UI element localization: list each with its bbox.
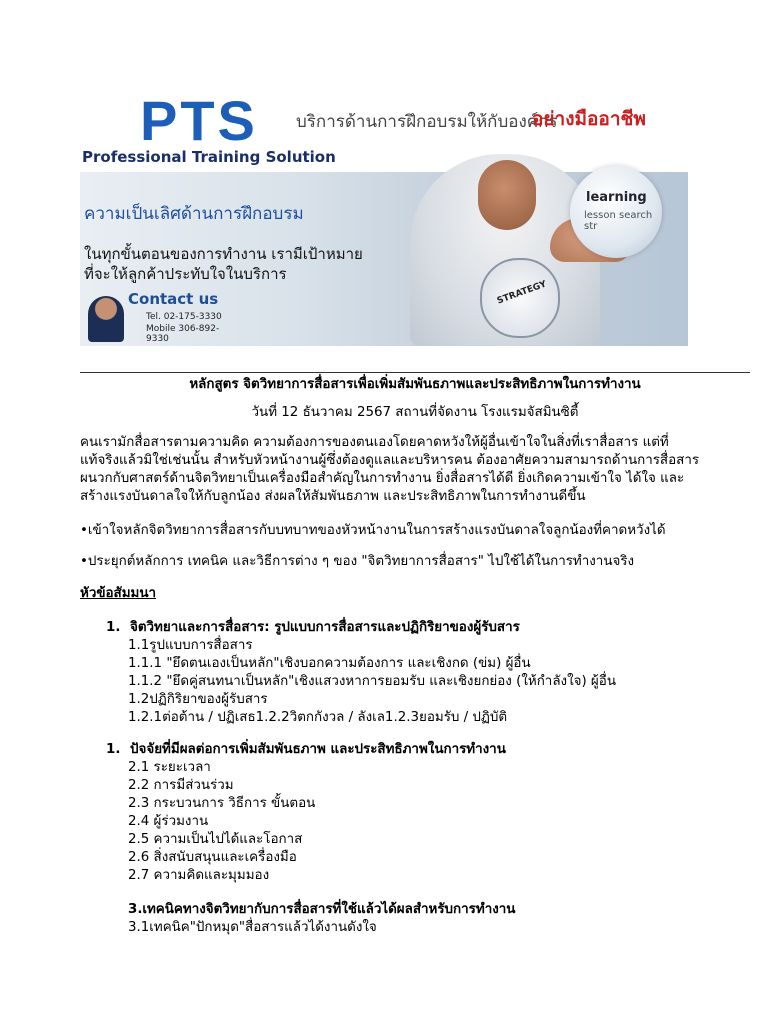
excellence-line-2: ที่จะให้ลูกค้าประทับใจในบริการ	[84, 265, 287, 283]
banner-tagline-highlight: อย่างมืออาชีพ	[532, 108, 646, 130]
topic-number: 1.	[106, 742, 121, 757]
list-item: 2.7 ความคิดและมุมมอง	[128, 868, 270, 883]
section-heading: หัวข้อสัมมนา	[80, 586, 157, 601]
intro-line: สร้างแรงบันดาลใจให้กับลูกน้อง ส่งผลให้สัมพันธภาพ และประสิทธิภาพในการทำงานดีขึ้น	[80, 489, 586, 504]
intro-line: แท้จริงแล้วมิใช่เช่นนั้น สำหรับหัวหน้างานผู้ซึ่งต้องดูแลและบริหารคน ต้องอาศัยความสามารถด้านการสื่อสาร	[80, 453, 700, 468]
banner-tagline: บริการด้านการฝึกอบรมให้กับองค์กร	[296, 112, 558, 132]
list-item: 2.6 สิ่งสนับสนุนและเครื่องมือ	[128, 850, 297, 865]
list-item: 1.2.1ต่อต้าน / ปฏิเสธ1.2.2วิตกกังวล / ลังเล1.2.3ยอมรับ / ปฏิบัติ	[128, 710, 508, 725]
objective-bullet-2: •ประยุกต์หลักการ เทคนิค และวิธีการต่าง ๆ ของ "จิตวิทยาการสื่อสาร" ไปใช้ได้ในการทำงานจริง	[80, 554, 635, 569]
intro-line: คนเรามักสื่อสารตามความคิด ความต้องการของตนเองโดยคาดหวังให้ผู้อื่นเข้าใจในสิ่งที่เราสื่อสาร แต่ที่	[80, 435, 669, 450]
topic-1-heading	[106, 619, 520, 637]
pts-logo: PTS	[140, 89, 258, 152]
pts-banner	[80, 82, 688, 346]
topic-number: 1.	[106, 620, 121, 635]
topic-title: จิตวิทยาและการสื่อสาร: รูปแบบการสื่อสารและปฏิกิริยาของผู้รับสาร	[130, 620, 520, 635]
list-item: 2.5 ความเป็นไปได้และโอกาส	[128, 832, 303, 847]
topic-3-heading: 3.เทคนิคทางจิตวิทยากับการสื่อสารที่ใช้แล้วได้ผลสำหรับการทำงาน	[128, 902, 516, 917]
list-item: 1.1.1 "ยึดตนเองเป็นหลัก"เชิงบอกความต้องการ และเชิงกด (ข่ม) ผู้อื่น	[128, 656, 531, 671]
horizontal-rule	[80, 372, 750, 373]
banner-subtitle: Professional Training Solution	[82, 148, 336, 166]
learning-globe-icon	[570, 166, 662, 258]
intro-line: ผนวกกับศาสตร์ด้านจิตวิทยาเป็นเครื่องมือสำคัญในการทำงาน ยิ่งสื่อสารได้ดี ยิ่งเกิดความเข้าใจ ได้ใจ และ	[80, 471, 685, 486]
contact-box	[80, 288, 230, 346]
globe-word: learning	[586, 190, 647, 205]
list-item: 3.1เทคนิค"ปักหมุด"สื่อสารแล้วได้งานดังใจ	[128, 920, 377, 935]
list-item: 1.1รูปแบบการสื่อสาร	[128, 638, 253, 653]
excellence-line-1: ในทุกขั้นตอนของการทำงาน เรามีเป้าหมาย	[84, 245, 363, 263]
contact-mobile: Mobile 306-892-9330	[146, 324, 220, 344]
contact-title: Contact us	[128, 290, 219, 308]
contact-phone: Tel. 02-175-3330	[146, 312, 222, 322]
objective-bullet-1: •เข้าใจหลักจิตวิทยาการสื่อสารกับบทบาทของหัวหน้างานในการสร้างแรงบันดาลใจลูกน้องที่คาดหวังได้	[80, 523, 666, 538]
course-title: หลักสูตร จิตวิทยาการสื่อสารเพื่อเพิ่มสัมพันธภาพและประสิทธิภาพในการทำงาน	[189, 377, 641, 392]
contact-person-icon	[88, 296, 124, 342]
topic-2-heading	[106, 741, 506, 759]
intro-paragraph	[80, 434, 756, 506]
list-item: 1.2ปฏิกิริยาของผู้รับสาร	[128, 692, 268, 707]
globe-small-text: lesson search str	[584, 210, 653, 232]
course-dateline: วันที่ 12 ธันวาคม 2567 สถานที่จัดงาน โรงแรมจัสมินซิตี้	[251, 405, 579, 420]
strategy-compass-icon	[480, 258, 560, 338]
topic-title: ปัจจัยที่มีผลต่อการเพิ่มสัมพันธภาพ และประสิทธิภาพในการทำงาน	[130, 742, 506, 757]
list-item: 1.1.2 "ยึดคู่สนทนาเป็นหลัก"เชิงแสวงหาการยอมรับ และเชิงยกย่อง (ให้กำลังใจ) ผู้อื่น	[128, 674, 616, 689]
list-item: 2.1 ระยะเวลา	[128, 760, 211, 775]
excellence-heading: ความเป็นเลิศด้านการฝึกอบรม	[84, 204, 304, 224]
list-item: 2.2 การมีส่วนร่วม	[128, 778, 234, 793]
list-item: 2.3 กระบวนการ วิธีการ ขั้นตอน	[128, 796, 316, 811]
businessman-head	[478, 160, 536, 230]
list-item: 2.4 ผู้ร่วมงาน	[128, 814, 209, 829]
compass-word: STRATEGY	[495, 279, 548, 307]
